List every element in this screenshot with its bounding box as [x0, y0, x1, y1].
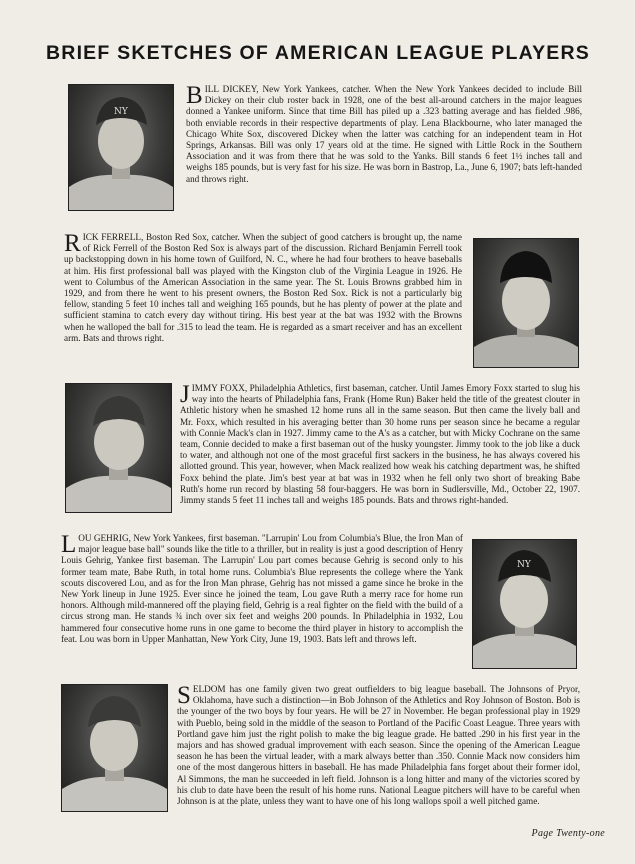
bio-text: ELDOM has one family given two great outfielders to big league baseball. The Johnsons of Pryor, Oklahoma, have such a distinction—in Bob Johnson of the Athletics and Roy Johnson of Boston. Bob is the younger of the two boys by four years. He will be 27 in November. He began professional play in 1929 with Pueblo, being sold in the middle of the season to Portland of the Pacific Coast League. Three years with Portland gave him just the right polish to make the big league grade. He batted .290 in his first year in the majors and has showed gradual improvement with each season. Since the opening of the American League season he has been the virtual leader, with a mark always better than .350. Connie Mack now considers him one of the most dangerous hitters in baseball. He has made Philadelphia fans forget about their former idol, Al Simmons, the man he succeeded in left field. Johnson is a long hitter and many of the victories scored by his club to date have been the result of his home runs. National League pitchers will have to be careful when Johnson is at the plate, unless they want to have one of his long wallops spoil a well pitched game. — [177, 684, 580, 807]
bio-text: ICK FERRELL, Boston Red Sox, catcher. When the subject of good catchers is brought up, the name of Rick Ferrell of the Boston Red Sox is always part of the discussion. Richard Benjamin Ferrell took up backstopping down in his home town of Guilford, N. C., where he had four brothers to heave baseballs at him. His first professional ball was played with the Kingston club of the Virginia League in 1926. He went to Columbus of the American Association in the same year. The St. Louis Browns grabbed him in 1929, and from there he went to his present owners, the Boston Red Sox. Rick is not a particularly big fellow, standing 5 feet 10 inches tall and weighing 165 pounds, but he has plenty of power at the plate and sufficient stamina to catch every day without tiring. His best year at the bat was 1932 with the Browns when he walloped the ball for .315 to lead the team. He is regarded as a smart receiver and has an excellent arm. Bats and throws right. — [64, 232, 462, 343]
player-photo-dickey — [68, 84, 174, 211]
bio-text: IMMY FOXX, Philadelphia Athletics, first baseman, catcher. Until James Emory Foxx started to slug his way into the hearts of Philadelphia fans, Frank (Home Run) Baker held the title of the greatest clouter in Athletic history when he smashed 12 home runs all in the same season. But then came the lively ball and Mr. Foxx, which resulted in his averaging better than 30 home runs per season since he became a regular with Connie Mack's clan in 1927. Jimmy came to the A's as a catcher, but with Micky Cochrane on the same team, Connie decided to make a first baseman out of the husky youngster. Jimmy took to the job like a duck to water, and although not one of the most graceful first sackers in the business, he has always covered his allotted ground. This year, however, when Mack realized how weak his catching department was, he shifted Foxx behind the plate. Jim's best year at bat was in 1932 when he fell only two short of breaking Babe Ruth's home run record by blasting 58 four-baggers. He was born in Sudlersville, Md., October 22, 1907. Jimmy stands 5 feet 11 inches tall and weighs 185 pounds. Bats and throws right-handed. — [180, 383, 580, 506]
dropcap: L — [61, 531, 77, 558]
player-photo-ferrell — [473, 238, 579, 368]
player-photo-johnson — [61, 684, 168, 812]
player-bio-dickey — [186, 84, 582, 185]
page-title: BRIEF SKETCHES OF AMERICAN LEAGUE PLAYERS — [46, 42, 590, 64]
page-number: Page Twenty-one — [531, 828, 605, 839]
dropcap: R — [64, 230, 81, 257]
player-bio-foxx — [180, 383, 580, 506]
player-bio-johnson — [177, 684, 580, 807]
svg-text:NY: NY — [517, 560, 531, 570]
player-bio-gehrig — [61, 533, 463, 645]
svg-text:NY: NY — [114, 107, 128, 117]
bio-text: OU GEHRIG, New York Yankees, first baseman. "Larrupin' Lou from Columbia's Blue, the Iron Man of major league base ball" sounds like the title to a thriller, but in reality is just a good description of Henry Louis Gehrig, Yankee first baseman. The Larrupin' Lou part comes because Gehrig is second only to his former team mate, Babe Ruth, in total home runs. Columbia's Blue represents the college where the Yank scouts discovered Lou, and as for the Iron Man phrase, Gehrig has not missed a game since he broke in the New York lineup in June 1925. Ever since he joined the team, Lou gave Ruth a merry race for home run honors. Although mild-mannered off the playing field, Gehrig is a real fighter on the field with the build of a circus strong man. He stands ¾ inch over six feet and weighs 200 pounds. In Philadelphia in 1932, Lou hammered four consecutive home runs in one game to become the third player in history to accomplish the feat. Lou was born in Upper Manhattan, New York City, June 19, 1903. Bats left and throws left. — [61, 533, 463, 644]
player-bio-ferrell — [64, 232, 462, 344]
player-photo-gehrig — [472, 539, 577, 669]
dropcap: S — [177, 682, 191, 709]
dropcap: J — [180, 381, 190, 408]
bio-text: ILL DICKEY, New York Yankees, catcher. When the New York Yankees decided to include Bill Dickey on their club roster back in 1928, one of the best all-around catchers in the major leagues donned a Yankee uniform. Since that time Bill has piled up a .323 batting average and has fielded .986, both enviable records in their respective departments of play. Lena Blackbourne, who later managed the Chicago White Sox, discovered Dickey when the latter was catching for an independent team in Hot Springs, Arkansas. Bill was only 17 years old at the time. He signed with Little Rock in the Southern Association and it was from there that he was sold to the Yanks. Bill stands 6 feet 1½ inches tall and weighs 185 pounds, but is very fast for his size. He was born in Bastrop, La., June 6, 1907; bats left-handed and throws right. — [186, 84, 582, 184]
dropcap: B — [186, 82, 203, 109]
player-photo-foxx — [65, 383, 172, 513]
